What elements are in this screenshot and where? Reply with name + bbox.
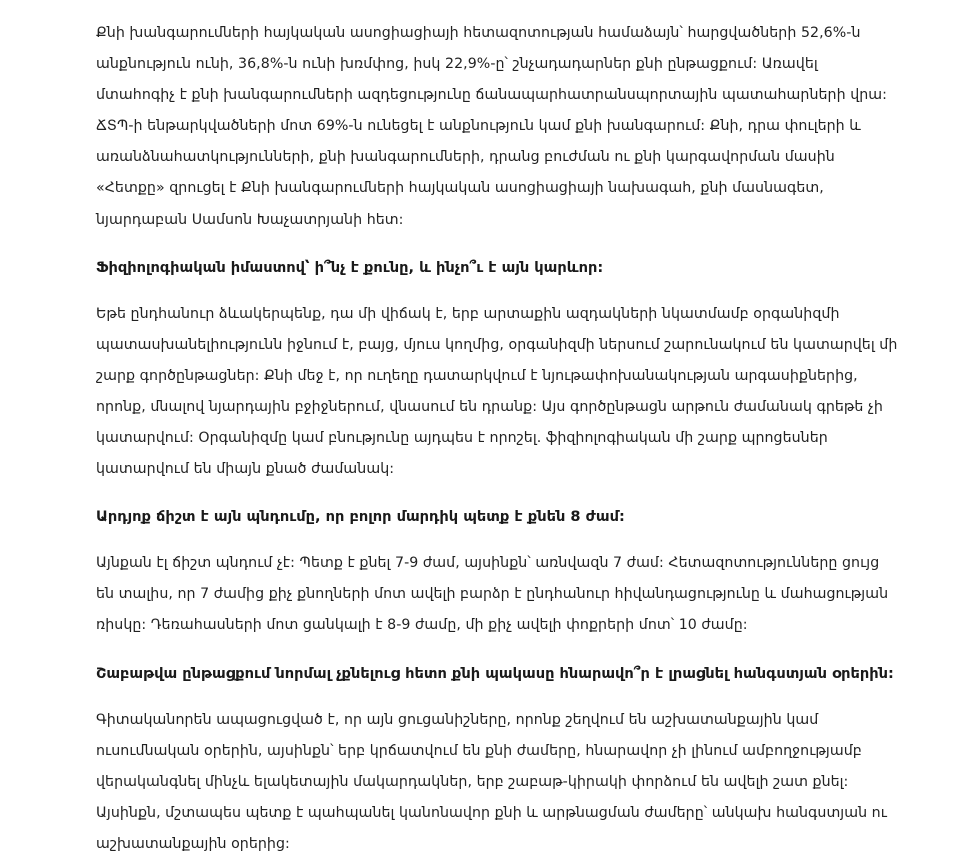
intro-paragraph: Քնի խանգարումների հայկական ասոցիացիայի հետազոտության համաձայն՝ հարցվածների 52,6%-ն անքնություն ունի, 36,8%-ն ունի խռմփոց, իսկ 22,9%-ը՝ շնչադադարներ քնի ընթացքում: Առավել մտահոգիչ է քնի խանգարումների ազդեցությունը ճանապարհատրանսպորտային պատահարների վրա: ՃՏՊ-ի ենթարկվածների մոտ 69%-ն ունեցել է անքնություն կամ քնի խանգարում: Քնի, դրա փուլերի և առանձնահատկությունների, քնի խանգարումների, դրանց բուժման ու քնի կարգավորման մասին «Հետքը» զրուցել է Քնի խանգարումների հայկական ասոցիացիայի նախագահ, քնի մասնագետ, նյարդաբան Սամսոն Խաչատրյանի հետ: (96, 25, 887, 228)
question-heading: Շաբաթվա ընթացքում նորմալ չքնելուց հետո քնի պակասը հնարավո՞ր է լրացնել հանգստյան օրերին: (96, 664, 894, 682)
question-heading: Արդյոք ճիշտ է այն պնդումը, որ բոլոր մարդիկ պետք է քնեն 8 ժամ: (96, 508, 625, 526)
answer-paragraph: Եթե ընդհանուր ձևակերպենք, դա մի վիճակ է, երբ արտաքին ազդակների նկատմամբ օրգանիզմի պատասխանելիությունն իջնում է, բայց, մյուս կողմից, օրգանիզմի ներսում շարունակում են կատարվել մի շարք գործընթացներ: Քնի մեջ է, որ ուղեղը դատարկվում է նյութափոխանակության արգասիքներից, որոնք, մնալով նյարդային բջիջներում, վնասում են դրանք: Այս գործընթացն արթուն ժամանակ գրեթե չի կատարվում: Օրգանիզմը կամ բնությունը այդպես է որոշել. ֆիզիոլոգիական մի շարք պրոցեսներ կատարվում են միայն քնած ժամանակ: (96, 305, 898, 478)
answer-paragraph: Այնքան էլ ճիշտ պնդում չէ: Պետք է քնել 7-9 ժամ, այսինքն՝ առնվազն 7 ժամ: Հետազոտությունները ցույց են տալիս, որ 7 ժամից քիչ քնողների մոտ ավելի բարձր է ընդհանուր հիվանդացությունը և մահացության ռիսկը: Դեռահասների մոտ ցանկալի է 8-9 ժամը, մի քիչ ավելի փոքրերի մոտ՝ 10 ժամը: (96, 555, 889, 634)
answer-paragraph: Գիտականորեն ապացուցված է, որ այն ցուցանիշները, որոնք շեղվում են աշխատանքային կամ ուսումնական օրերին, այսինքն՝ երբ կրճատվում են քնի ժամերը, հնարավոր չի լինում ամբողջությամբ վերականգնել մինչև ելակետային մակարդակներ, երբ շաբաթ-կիրակի փորձում են ավելի շատ քնել: Այսինքն, մշտապես պետք է պահպանել կանոնավոր քնի և արթնացման ժամերը՝ անկախ հանգստյան ու աշխատանքային օրերից: (96, 711, 887, 852)
question-heading: Ֆիզիոլոգիական իմաստով՝ ի՞նչ է քունը, և ինչո՞ւ է այն կարևոր: (96, 258, 604, 276)
